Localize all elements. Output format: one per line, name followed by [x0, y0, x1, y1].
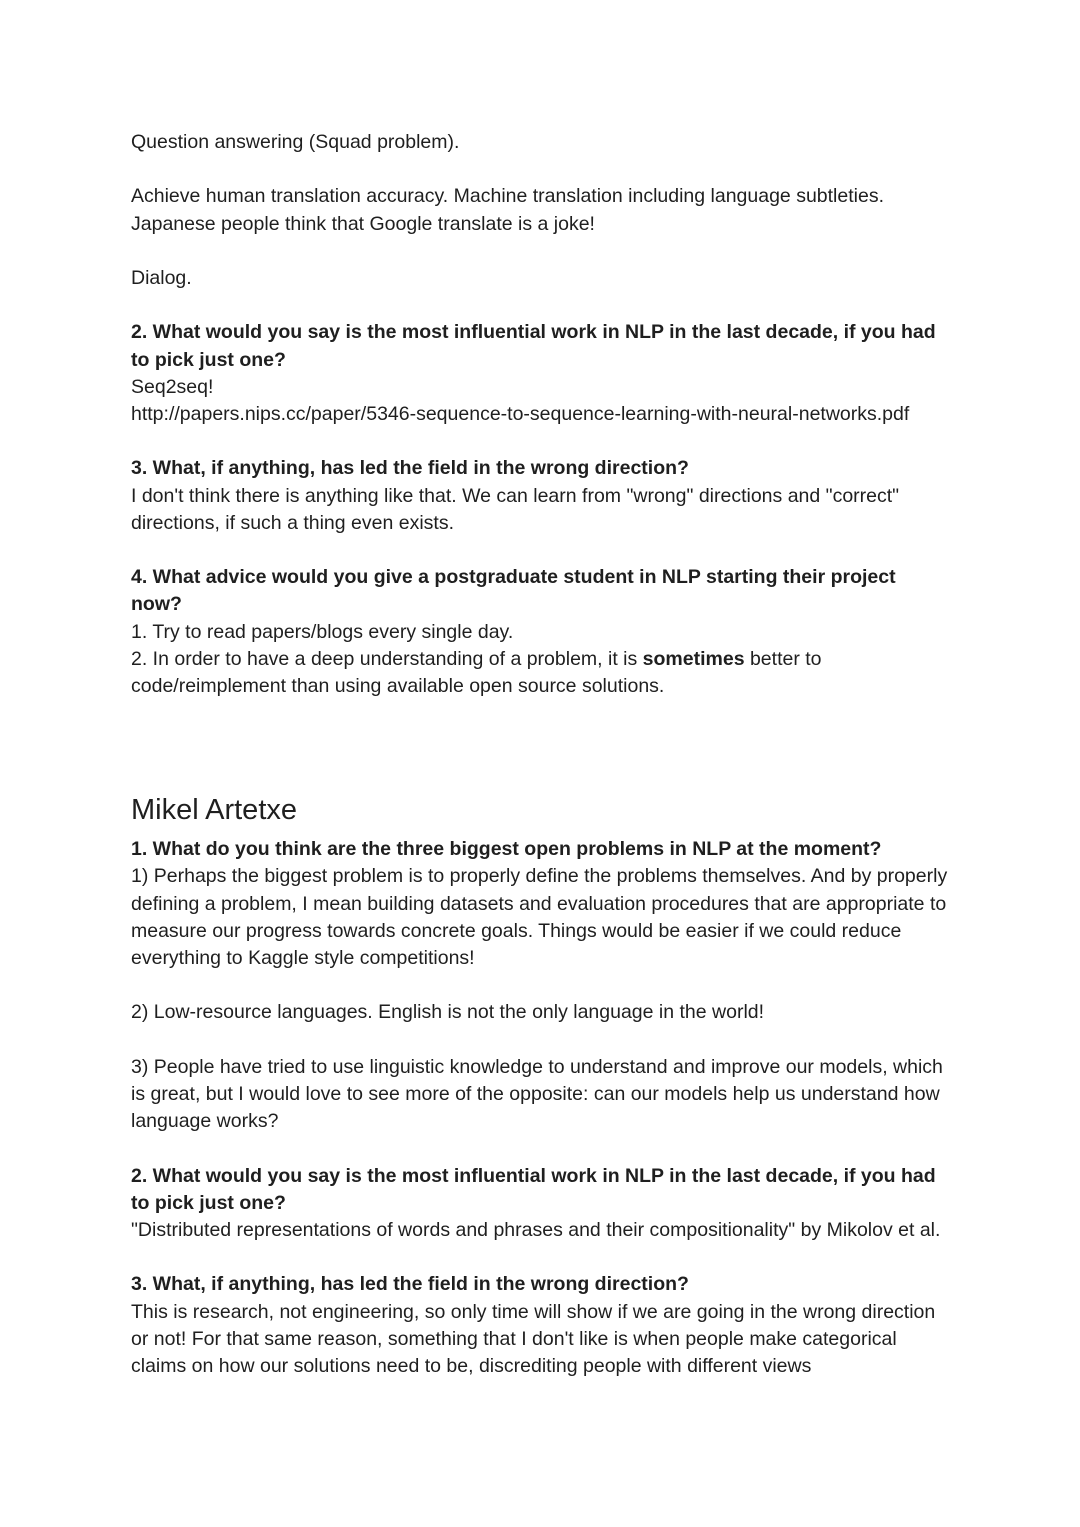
- answer-3: I don't think there is anything like that. We can learn from "wrong" directions and "correct" directions, if such a thing even exists.: [131, 484, 905, 534]
- section-heading-mikel-artetxe: Mikel Artetxe: [131, 794, 297, 827]
- question-4-advice: 4. What advice would you give a postgraduate student in NLP starting their project now?: [131, 566, 902, 616]
- paragraph-question-answering: Question answering (Squad problem).: [131, 131, 460, 153]
- question-2-influential-work-artetxe: 2. What would you say is the most influential work in NLP in the last decade, if you had to pick just one?: [131, 1164, 942, 1214]
- answer-4-item-2-bold: sometimes: [642, 647, 745, 670]
- answer-2-line-1: Seq2seq!: [131, 375, 214, 398]
- answer-1-part-2: 2) Low-resource languages. English is not the only language in the world!: [131, 1001, 765, 1024]
- answer-1-part-1: 1) Perhaps the biggest problem is to properly define the problems themselves. And by properly defining a problem, I mean building datasets and evaluation procedures that are appropriate to measure our progress towards concrete goals. Things would be easier if we could reduce everything to Kaggle style competitions!: [131, 865, 953, 969]
- answer-2-link: http://papers.nips.cc/paper/5346-sequence-to-sequence-learning-with-neural-networks.pdf: [131, 402, 910, 425]
- answer-4-item-2: [131, 646, 951, 700]
- question-3-wrong-direction: 3. What, if anything, has led the field in the wrong direction?: [131, 457, 689, 480]
- question-1-open-problems: 1. What do you think are the three biggest open problems in NLP at the moment?: [131, 838, 882, 861]
- answer-4-item-1: 1. Try to read papers/blogs every single day.: [131, 620, 514, 643]
- answer-1-part-3: 3) People have tried to use linguistic knowledge to understand and improve our models, which is great, but I would love to see more of the opposite: can our models help us understand how language works?: [131, 1055, 949, 1133]
- paragraph-dialog: Dialog.: [131, 266, 192, 289]
- answer-4-item-2-post: better to code/reimplement than using available open source solutions.: [131, 647, 827, 697]
- paragraph-machine-translation: [131, 183, 951, 237]
- question-3-wrong-direction-artetxe: 3. What, if anything, has led the field in the wrong direction?: [131, 1273, 689, 1296]
- answer-3-artetxe: This is research, not engineering, so only time will show if we are going in the wrong direction or not! For that same reason, something that I don't like is when people make categorical claims on how our solutions need to be, discrediting people with different views: [131, 1300, 941, 1377]
- question-2-influential-work: 2. What would you say is the most influential work in NLP in the last decade, if you had to pick just one?: [131, 321, 942, 371]
- answer-2-artetxe: "Distributed representations of words and phrases and their compositionality" by Mikolov et al.: [131, 1218, 941, 1241]
- document-body: [131, 129, 951, 1380]
- mt-line-2: Japanese people think that Google translate is a joke!: [131, 212, 595, 235]
- mt-line-1: Achieve human translation accuracy. Machine translation including language subtleties.: [131, 185, 884, 208]
- answer-4-item-2-pre: 2. In order to have a deep understanding of a problem, it is: [131, 647, 643, 670]
